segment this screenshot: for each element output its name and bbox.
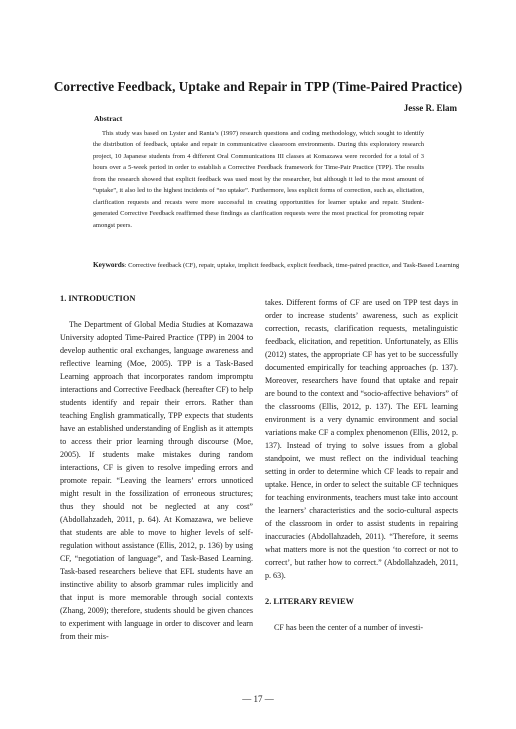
- keywords-line: [93, 259, 473, 272]
- keywords-text: : Corrective feedback (CF), repair, uptake, implicit feedback, explicit feedback, time-paired practice, and Task-Based Learning: [124, 262, 460, 269]
- page-number: — 17 —: [242, 694, 274, 704]
- abstract-text: This study was based on Lyster and Ranta’s (1997) research questions and coding methodology, which sought to identify the distribution of feedback, uptake and repair in communicative classroom environments. During this exploratory research project, 10 Japanese students from 4 different Oral Communications III classes at Komazawa were recorded for a total of 3 hours over a 5-week period in order to establish a Corrective Feedback framework for Time-Pair Practice (TPP). The results from the research showed that explicit feedback was used most by the researcher, but although it led to the most amount of “uptake”, it also led to the highest incidents of “no uptake”. Furthermore, less explicit forms of correction, such as, elicitation, clarification requests and recasts were more successful in creating opportunities for learner uptake and repair. Student-generated Corrective Feedback reaffirmed these findings as clarification requests were the most practical for promoting repair amongst peers.: [93, 130, 424, 229]
- right-column: [265, 296, 458, 634]
- left-column: [60, 292, 253, 643]
- literary-review-paragraph: CF has been the center of a number of investi-: [274, 623, 424, 633]
- intro-paragraph-continued: takes. Different forms of CF are used on TPP test days in order to increase students’ awareness, such as explicit correction, recasts, clarification requests, metalinguistic feedback, elicitation, and repetition. Unfortunately, as Ellis (2012) states, the appropriate CF has yet to be successfully documented empirically for teaching approaches (p. 137). Moreover, researchers have found that uptake and repair are bound to the context and “socio-affective behaviors” of the classrooms (Ellis, 2012, p. 137). The EFL learning environment is a very dynamic environment and social variations make CF a complex phenomenon (Ellis, 2012, p. 137). Instead of trying to solve issues from a global standpoint, we must reflect on the individual teaching setting in order to determine which CF leads to repair and uptake. Hence, in order to select the suitable CF techniques for teaching environments, teachers must take into account the learners’ characteristics and the socio-cultural aspects of the classroom in order to assist students in repairing inaccuracies (Abdollahzadeh, 2011). “Therefore, it seems what matters more is not the question ‘to correct or not to correct’, but rather how to correct.” (Abdollahzadeh, 2011, p. 63).: [265, 298, 458, 581]
- paper-title: Corrective Feedback, Uptake and Repair in TPP (Time-Paired Practice): [53, 79, 463, 94]
- intro-paragraph: The Department of Global Media Studies at Komazawa University adopted Time-Paired Practice (TPP) in 2004 to develop authentic oral exchanges, language awareness and reflective learning (Moe, 2005). TPP is a Task-Based Learning approach that incorporates random impromptu interactions and Corrective Feedback (hereafter CF) to help students identify and repair their errors. Rather than teaching English grammatically, TPP expects that students have an established understanding of English as it attempts to access their prior learning through discourse (Moe, 2005). If students make mistakes during random interactions, CF is given to resolve impeding errors and promote repair. “Leaving the learners’ errors unnoticed might result in the fossilization of erroneous structures; thus they should not be neglected at any cost” (Abdollahzadeh, 2011, p. 64). At Komazawa, we believe that students are able to move to higher levels of self-regulation without assistance (Ellis, 2012, p. 136) by using CF, “negotiation of language”, and Task-Based Learning. Task-based researchers believe that EFL students have an instinctive ability to absorb grammar rules implicitly and that input is more memorable through social contexts (Zhang, 2009); therefore, students should be given chances to experiment with language in order to discover and learn from their mis-: [60, 320, 253, 642]
- author-name: Jesse R. Elam: [403, 103, 457, 113]
- abstract-heading: Abstract: [94, 114, 123, 123]
- section-heading-literary-review: 2. LITERARY REVIEW: [265, 597, 354, 607]
- section-heading-introduction: 1. INTRODUCTION: [60, 294, 136, 303]
- keywords-label: Keywords: [93, 260, 125, 269]
